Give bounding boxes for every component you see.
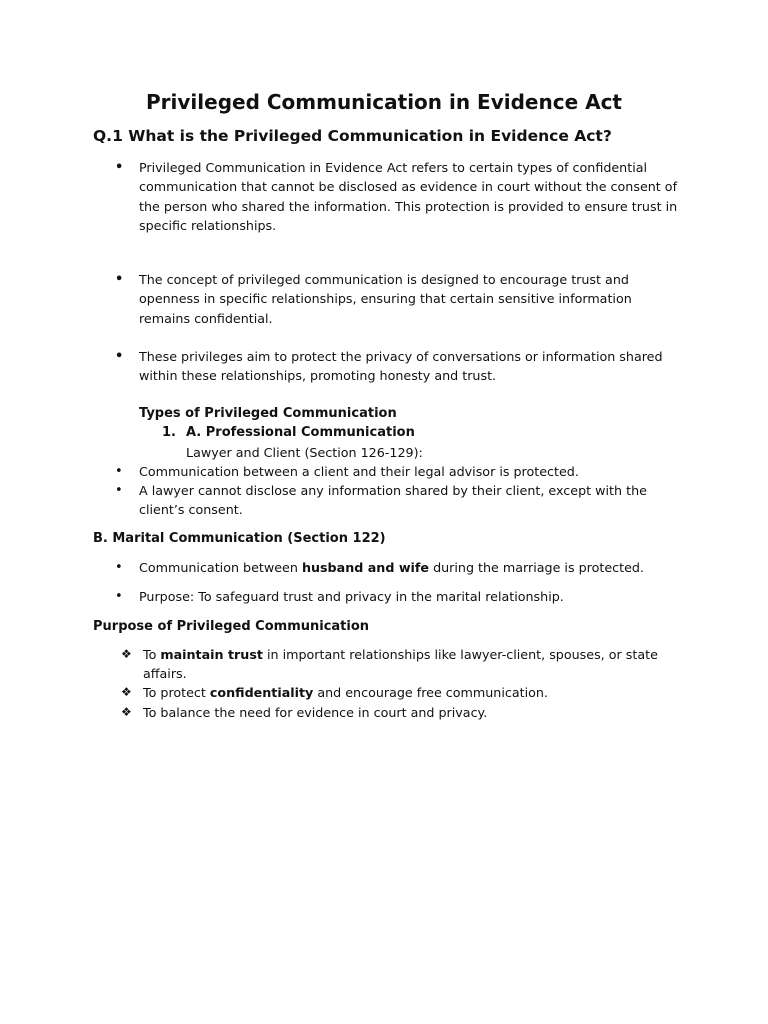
- bullet-1-line: Privileged Communication in Evidence Act refers to certain types of confidential: [139, 160, 648, 175]
- marital-bullet-1-suffix: during the marriage is protected.: [429, 560, 644, 575]
- marital-bullet-1-prefix: Communication between: [139, 560, 302, 575]
- diamond-bullet-icon: ❖: [121, 647, 132, 661]
- marital-heading: B. Marital Communication (Section 122): [93, 531, 386, 546]
- bullet-paragraph-3: [139, 347, 699, 386]
- bullet-3-line: within these relationships, promoting honesty and trust.: [139, 368, 497, 384]
- purpose-item-1-bold: maintain trust: [160, 647, 263, 662]
- bullet-paragraph-2: [139, 270, 699, 328]
- purpose-item-2-suffix: and encourage free communication.: [313, 685, 548, 700]
- marital-bullet-1: [139, 558, 644, 577]
- purpose-item-2-prefix: To protect: [143, 685, 210, 700]
- numbered-item-number: 1.: [162, 425, 176, 440]
- purpose-item-2: [143, 683, 548, 702]
- bullet-2-line: remains confidential.: [139, 310, 273, 326]
- purpose-heading: Purpose of Privileged Communication: [93, 619, 370, 634]
- lawyer-client-label: Lawyer and Client (Section 126-129):: [186, 445, 423, 460]
- bullet-icon: •: [115, 349, 124, 364]
- marital-bullet-2: Purpose: To safeguard trust and privacy in the marital relationship.: [139, 589, 564, 604]
- bullet-icon: •: [115, 272, 124, 287]
- purpose-item-3: To balance the need for evidence in court and privacy.: [143, 705, 488, 720]
- bullet-2-line: openness in specific relationships, ensuring that certain sensitive information: [139, 291, 632, 307]
- bullet-icon: •: [115, 160, 124, 175]
- bullet-icon: •: [115, 464, 123, 479]
- numbered-item: [162, 423, 415, 442]
- bullet-1-line: communication that cannot be disclosed as evidence in court without the consent of: [139, 179, 678, 195]
- numbered-item-label: A. Professional Communication: [186, 425, 415, 440]
- document-title: Privileged Communication in Evidence Act: [146, 90, 622, 114]
- bullet-1-line: the person who shared the information. This protection is provided to ensure trust in: [139, 198, 678, 214]
- marital-bullet-1-bold: husband and wife: [301, 560, 430, 575]
- bullet-icon: •: [115, 560, 123, 575]
- diamond-bullet-icon: ❖: [121, 705, 132, 719]
- purpose-item-1-prefix: To: [143, 647, 161, 662]
- purpose-item-1: [143, 645, 658, 664]
- bullet-icon: •: [115, 483, 123, 498]
- bullet-paragraph-1: [139, 158, 699, 235]
- professional-bullet-2-cont: client’s consent.: [139, 502, 243, 517]
- diamond-bullet-icon: ❖: [121, 685, 132, 699]
- types-heading: Types of Privileged Communication: [139, 406, 397, 421]
- bullet-3-line: These privileges aim to protect the privacy of conversations or information shared: [139, 349, 663, 364]
- bullet-1-line: specific relationships.: [139, 217, 277, 233]
- purpose-item-1-suffix: in important relationships like lawyer-client, spouses, or state: [262, 647, 658, 662]
- purpose-item-1-cont: affairs.: [143, 666, 187, 681]
- professional-bullet-1: Communication between a client and their legal advisor is protected.: [139, 464, 579, 479]
- bullet-icon: •: [115, 589, 123, 604]
- bullet-2-line: The concept of privileged communication is designed to encourage trust and: [139, 272, 629, 287]
- purpose-item-2-bold: confidentiality: [209, 685, 314, 700]
- professional-bullet-2: A lawyer cannot disclose any information shared by their client, except with the: [139, 483, 647, 498]
- question-heading: Q.1 What is the Privileged Communication in Evidence Act?: [93, 127, 612, 145]
